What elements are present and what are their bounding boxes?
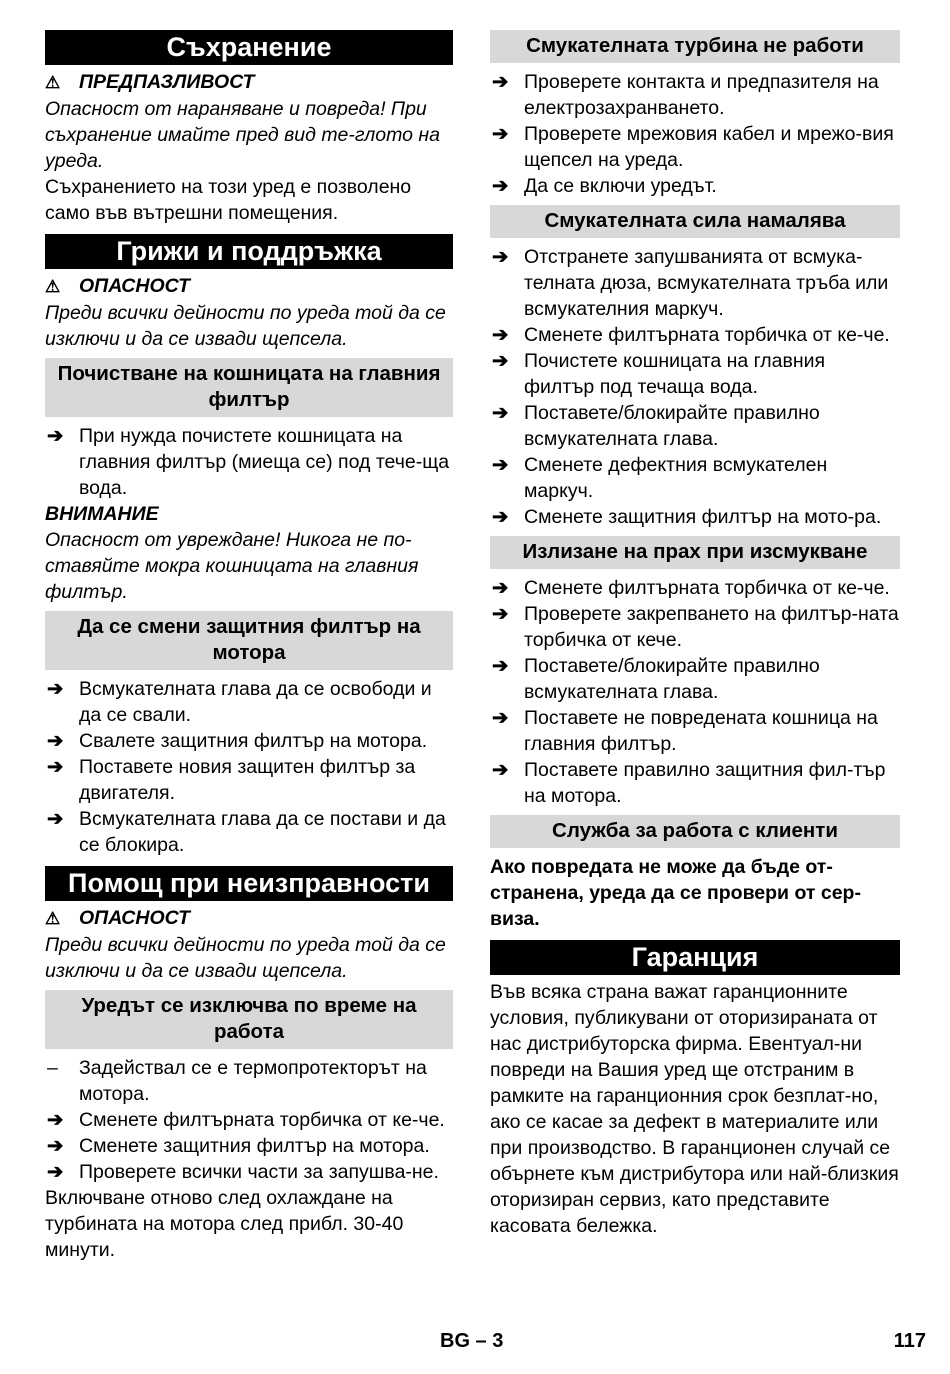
arrow-right-icon: ➔ [492, 759, 509, 781]
care-warning-text: Преди всички дейности по уреда той да се изключи и да се извади щепсела. [45, 302, 446, 350]
arrow-right-icon: ➔ [492, 402, 509, 424]
list-item: ➔ Сменете филтърната торбичка от ке-че. [47, 1109, 445, 1131]
arrow-right-icon: ➔ [492, 350, 509, 372]
troubleshooting-warning: ⚠ ОПАСНОСТ [45, 905, 453, 932]
warranty-text: Във всяка страна важат гаранционните условия, публикувани от оторизираната от нас дистрибуторска фирма. Евентуал-ни повреди на Вашия уред ще отстраним в рамките на гаранционния срок безплат-но, ако се касае за дефект в материалите или при производство. В гаранционен случай се обърнете към дистрибутора или най-близкия оторизиран сервиз, като представите касовата бележка. [490, 981, 899, 1237]
arrow-right-icon: ➔ [47, 425, 64, 447]
list-item: ➔ Сменете дефектния всмукателен маркуч. [492, 454, 828, 502]
list-item: ➔ Сменете защитния филтър на мотора. [47, 1135, 430, 1157]
attention-label: ВНИМАНИЕ [45, 503, 159, 525]
footer-language-page: BG – 3 [440, 1330, 504, 1352]
list-item: ➔ Поставете новия защитен филтър за двигателя. [47, 756, 416, 804]
service-heading: Служба за работа с клиенти [490, 815, 900, 848]
arrow-right-icon: ➔ [492, 454, 509, 476]
arrow-right-icon: ➔ [492, 123, 509, 145]
dust-steps [490, 575, 900, 809]
list-item: ➔ Проверете закрепването на филтър-ната торбичка от кече. [492, 603, 899, 651]
arrow-right-icon: ➔ [492, 707, 509, 729]
list-item: ➔ Отстранете запушванията от всмука-телната дюза, всмукателната тръба или всмукателния маркуч. [492, 246, 889, 320]
switch-off-heading: Уредът се изключва по време на работа [45, 990, 453, 1049]
list-item: ➔ Свалете защитния филтър на мотора. [47, 730, 428, 752]
list-item: ➔ Проверете всички части за запушва-не. [47, 1161, 439, 1183]
warning-triangle-icon: ⚠ [45, 277, 61, 296]
list-item: ➔ Да се включи уредът. [492, 175, 717, 197]
switch-off-text: Включване отново след охлаждане на турбината на мотора след прибл. 30-40 минути. [45, 1187, 404, 1261]
suction-power-heading: Смукателната сила намалява [490, 205, 900, 238]
list-item: ➔ Сменете филтърната торбичка от ке-че. [492, 577, 890, 599]
footer-page-number: 117 [893, 1330, 926, 1352]
storage-warning-text: Опасност от нараняване и повреда! При съхранение имайте пред вид те-глото на уреда. [45, 98, 440, 172]
list-item: ➔ Поставете правилно защитния фил-тър на мотора. [492, 759, 886, 807]
list-item: ➔ Поставете не повредената кошница на главния филтър. [492, 707, 878, 755]
attention-text: Опасност от увреждане! Никога не по-ставяйте мокра кошницата на главния филтър. [45, 529, 419, 603]
list-item: ➔ Проверете мрежовия кабел и мрежо-вия щепсел на уреда. [492, 123, 894, 171]
warning-triangle-icon: ⚠ [45, 73, 61, 92]
troubleshooting-heading: Помощ при неизправности [45, 866, 453, 901]
arrow-right-icon: ➔ [47, 678, 64, 700]
list-item: ➔ Сменете филтърната торбичка от ке-че. [492, 324, 890, 346]
storage-text: Съхранението на този уред е позволено само във вътрешни помещения. [45, 176, 412, 224]
turbine-heading: Смукателната турбина не работи [490, 30, 900, 63]
list-item: ➔ При нужда почистете кошницата на главния филтър (миеща се) под тече-ща вода. [47, 425, 450, 499]
arrow-right-icon: ➔ [492, 506, 509, 528]
right-column [490, 30, 900, 1239]
list-item: – Задействал се е термопротекторът на мотора. [47, 1057, 427, 1105]
storage-warning: ⚠ ПРЕДПАЗЛИВОСТ [45, 69, 453, 96]
arrow-right-icon: ➔ [492, 71, 509, 93]
motor-filter-steps [45, 676, 453, 858]
service-text: Ако повредата не може да бъде от-странена, уреда да се провери от сер-виза. [490, 856, 861, 930]
arrow-right-icon: ➔ [47, 1161, 64, 1183]
dust-heading: Излизане на прах при изсмукване [490, 536, 900, 569]
dash-icon: – [47, 1057, 58, 1079]
list-item: ➔ Почистете кошницата на главния филтър под течаща вода. [492, 350, 826, 398]
list-item: ➔ Всмукателната глава да се освободи и да се свали. [47, 678, 432, 726]
list-item: ➔ Поставете/блокирайте правилно всмукателната глава. [492, 655, 820, 703]
arrow-right-icon: ➔ [492, 603, 509, 625]
switch-off-steps [45, 1055, 453, 1185]
arrow-right-icon: ➔ [47, 756, 64, 778]
warranty-heading: Гаранция [490, 940, 900, 975]
left-column [45, 30, 453, 1263]
motor-filter-heading: Да се смени защитния филтър на мотора [45, 611, 453, 670]
arrow-right-icon: ➔ [47, 808, 64, 830]
list-item: ➔ Проверете контакта и предпазителя на електрозахранването. [492, 71, 879, 119]
main-filter-steps [45, 423, 453, 501]
warning-triangle-icon: ⚠ [45, 909, 61, 928]
arrow-right-icon: ➔ [47, 1135, 64, 1157]
arrow-right-icon: ➔ [492, 577, 509, 599]
list-item: ➔ Сменете защитния филтър на мото-ра. [492, 506, 882, 528]
care-warning: ⚠ ОПАСНОСТ [45, 273, 453, 300]
list-item: ➔ Всмукателната глава да се постави и да се блокира. [47, 808, 446, 856]
arrow-right-icon: ➔ [492, 324, 509, 346]
arrow-right-icon: ➔ [492, 246, 509, 268]
arrow-right-icon: ➔ [492, 655, 509, 677]
arrow-right-icon: ➔ [492, 175, 509, 197]
suction-power-steps [490, 244, 900, 530]
troubleshooting-warning-text: Преди всички дейности по уреда той да се изключи и да се извади щепсела. [45, 934, 446, 982]
arrow-right-icon: ➔ [47, 730, 64, 752]
main-filter-heading: Почистване на кошницата на главния филтър [45, 358, 453, 417]
turbine-steps [490, 69, 900, 199]
care-heading: Грижи и поддръжка [45, 234, 453, 269]
storage-heading: Съхранение [45, 30, 453, 65]
arrow-right-icon: ➔ [47, 1109, 64, 1131]
list-item: ➔ Поставете/блокирайте правилно всмукателната глава. [492, 402, 820, 450]
